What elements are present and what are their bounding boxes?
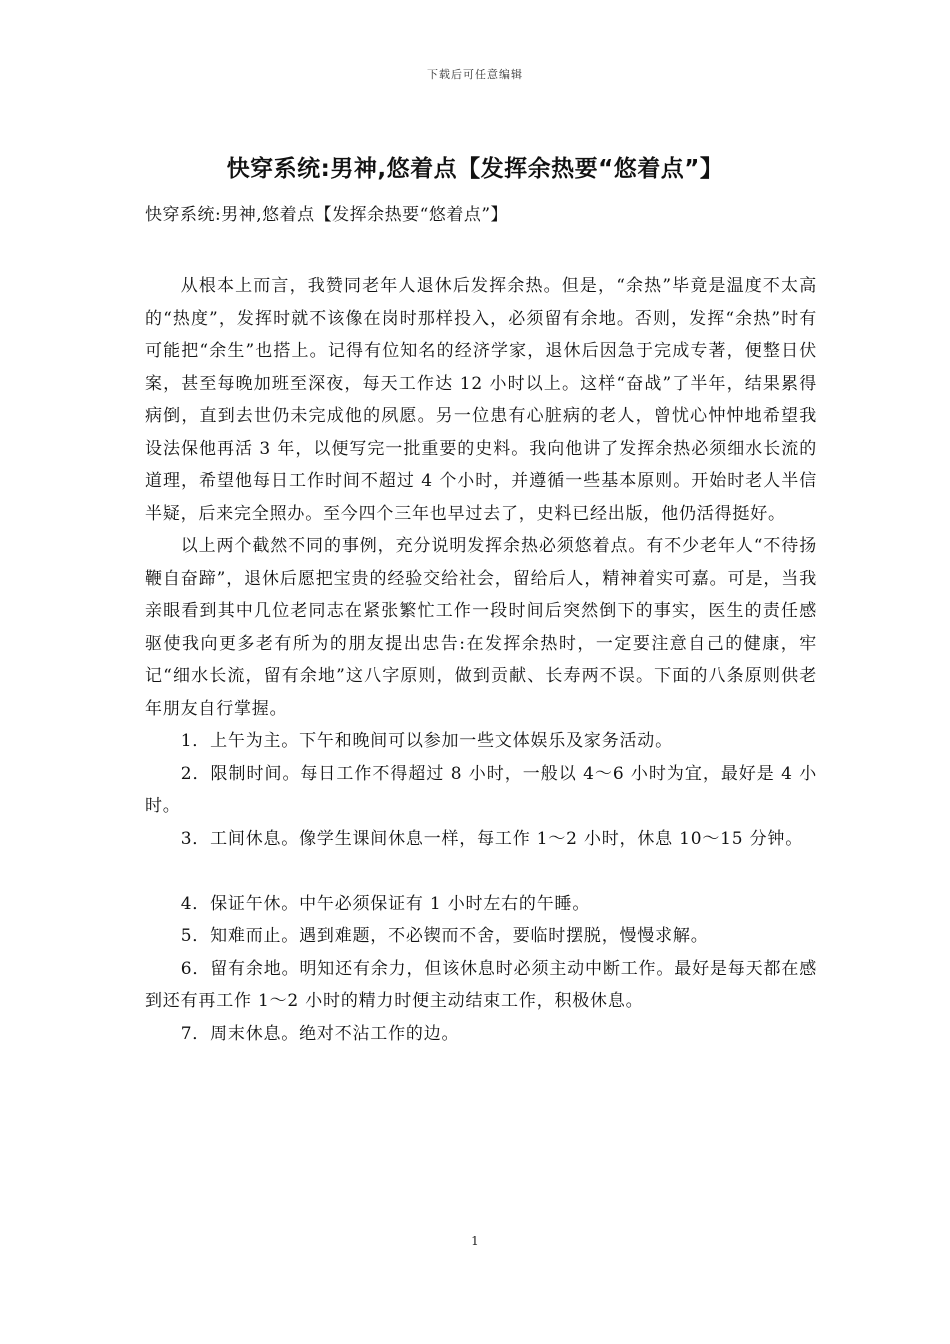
document-subtitle: 快穿系统:男神,悠着点【发挥余热要“悠着点”】 [145,205,509,225]
blank-line [145,855,817,888]
list-item: 3．工间休息。像学生课间休息一样，每工作 1～2 小时，休息 10～15 分钟。 [180,828,804,849]
list-item: 2．限制时间。每日工作不得超过 8 小时，一般以 4～6 小时为宜，最好是 4 小时。 [145,763,817,816]
list-item: 1．上午为主。下午和晚间可以参加一些文体娱乐及家务活动。 [180,731,673,751]
list-item: 6．留有余地。明知还有余力，但该休息时必须主动中断工作。最好是每天都在感到还有再工作 1～2 小时的精力时便主动结束工作，积极休息。 [145,958,817,1011]
paragraph: 从根本上而言，我赞同老年人退休后发挥余热。但是，“余热”毕竟是温度不太高的“热度”，发挥时就不该像在岗时那样投入，必须留有余地。否则，发挥“余热”时有可能把“余生”也搭上。记得有位知名的经济学家，退休后因急于完成专著，便整日伏案，甚至每晚加班至深夜，每天工作达 12 小时以上。这样“奋战”了半年，结果累得病倒，直到去世仍未完成他的夙愿。另一位患有心脏病的老人，曾忧心忡忡地希望我设法保他再活 3 年，以便写完一批重要的史料。我向他讲了发挥余热必须细水长流的道理，希望他每日工作时间不超过 4 个小时，并遵循一些基本原则。开始时老人半信半疑，后来完全照办。至今四个三年也早过去了，史料已经出版，他仍活得挺好。 [145,276,817,524]
page-number: 1 [471,1234,479,1248]
paragraph: 以上两个截然不同的事例，充分说明发挥余热必须悠着点。有不少老年人“不待扬鞭自奋蹄”，退休后愿把宝贵的经验交给社会，留给后人，精神着实可嘉。可是，当我亲眼看到其中几位老同志在紧张繁忙工作一段时间后突然倒下的事实，医生的责任感驱使我向更多老有所为的朋友提出忠告:在发挥余热时，一定要注意自己的健康，牢记“细水长流，留有余地”这八字原则，做到贡献、长寿两不误。下面的八条原则供老年朋友自行掌握。 [145,536,817,719]
list-item: 4．保证午休。中午必须保证有 1 小时左右的午睡。 [180,893,591,914]
document-title: 快穿系统:男神,悠着点【发挥余热要“悠着点”】 [226,156,724,182]
body-text [145,270,817,1050]
list-item: 7．周末休息。绝对不沾工作的边。 [180,1023,460,1044]
list-item: 5．知难而止。遇到难题，不必锲而不舍，要临时摆脱，慢慢求解。 [180,926,709,946]
header-note: 下载后可任意编辑 [427,68,523,81]
